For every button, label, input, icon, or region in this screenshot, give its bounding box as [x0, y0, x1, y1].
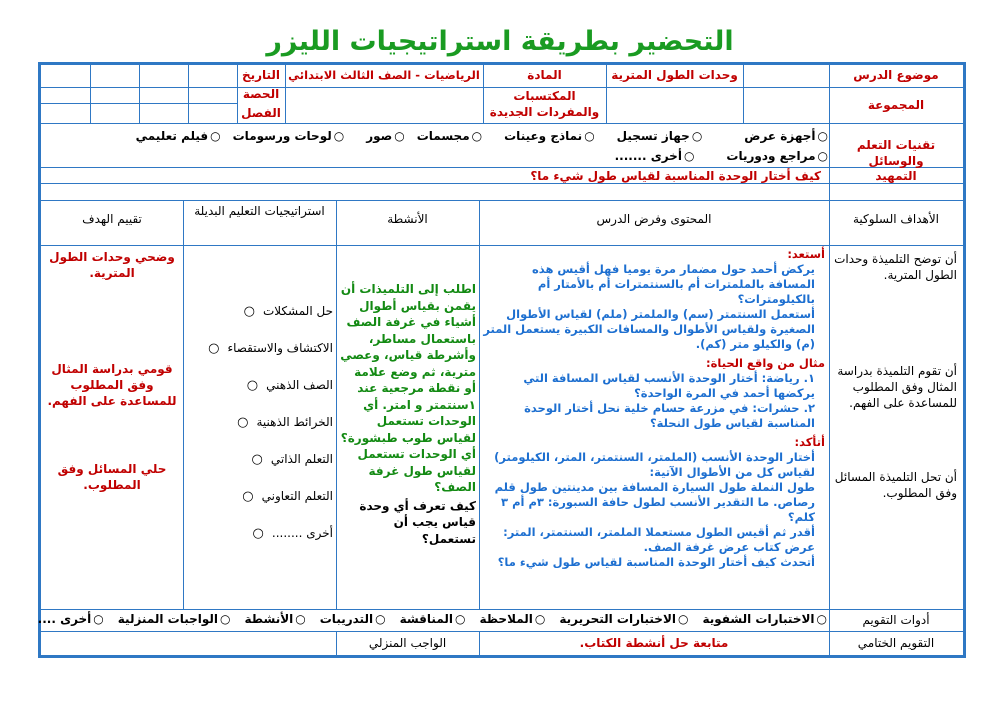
- evaluation-header: تقييم الهدف: [82, 212, 142, 226]
- page-title: التحضير بطريقة استراتيجيات الليزر: [266, 26, 734, 57]
- confirm-heading: أتأكد:: [794, 435, 825, 449]
- objectives-column: [831, 251, 959, 606]
- tool-option-pictures[interactable]: ○ صور: [366, 128, 405, 144]
- strategy-problem-solving[interactable]: حل المشكلات ○: [187, 303, 333, 340]
- objective-3: أن تحل التلميذة المسائل وفق المطلوب.: [834, 470, 957, 500]
- intro-label: التمهيد: [875, 169, 917, 183]
- assessment-options: [37, 611, 827, 627]
- strategy-cooperative[interactable]: التعلم التعاوني ○: [187, 488, 333, 525]
- assessment-other[interactable]: ○ أخرى ....: [38, 611, 104, 627]
- assessment-label: أدوات التقويم: [862, 613, 930, 627]
- strategies-header: استراتيجيات التعليم البديلة: [194, 204, 325, 218]
- activities-header: الأنشطة: [387, 212, 428, 226]
- prepare-text-2: أستعمل السنتمتر (سم) والملمتر (ملم) لقياس الأطوال الصغيرة ولقياس الأطوال والمسافات الكبيرة يستعمل المتر (م) والكيلو متر (كم).: [483, 307, 815, 351]
- prepare-text: يركض أحمد حول مضمار مرة يوميا فهل أقيس هذه المسافة بالملمترات أم بالسنتمترات أم بالأمتار أم بالكيلومترات؟: [532, 262, 815, 306]
- content-column: [483, 247, 825, 607]
- tools-row-1: [38, 128, 828, 144]
- final-evaluation-text: متابعة حل أنشطة الكتاب.: [579, 636, 729, 650]
- tool-option-other[interactable]: ○ أخرى .......: [615, 148, 695, 164]
- date-label: التاريخ: [241, 68, 281, 82]
- strategy-other[interactable]: أخرى ........ ○: [187, 525, 333, 562]
- tool-option-projector[interactable]: ○ أجهزة عرض: [744, 128, 828, 144]
- evaluation-2: قومي بدراسة المثال وفق المطلوب للمساعدة على الفهم.: [47, 362, 177, 408]
- lesson-plan-sheet: [38, 62, 966, 658]
- tool-option-boards[interactable]: ○ لوحات ورسومات: [233, 128, 345, 144]
- strategy-self-learning[interactable]: التعلم الذاتي ○: [187, 451, 333, 488]
- activities-column: [339, 281, 476, 601]
- tool-option-film[interactable]: ○ فيلم تعليمي: [136, 128, 221, 144]
- evaluation-column: [45, 249, 179, 599]
- content-header: المحتوى وفرض الدرس: [596, 212, 712, 226]
- assessment-observation[interactable]: ○ الملاحظة: [479, 611, 545, 627]
- confirm-text-3: أقدر ثم أقيس الطول مستعملا الملمتر، السنتمتر، المتر: عرض كتاب عرض غرفة الصف.: [503, 525, 815, 554]
- confirm-text-1: أختار الوحدة الأنسب (الملمتر، السنتمتر، المتر، الكيلومتر) لقياس كل من الأطوال الآتية:: [494, 450, 815, 479]
- activities-question: كيف تعرف أي وحدة قياس يجب أن تستعمل؟: [359, 498, 476, 546]
- vocab-label: المكتسبات والمفردات الجديدة: [489, 89, 600, 119]
- evaluation-1: وضحي وحدات الطول المترية.: [49, 250, 175, 280]
- confirm-text-4: أتحدث كيف أختار الوحدة المناسبة لقياس طول شيء ما؟: [497, 555, 815, 569]
- objective-2: أن تقوم التلميذة بدراسة المثال وفق المطلوب للمساعدة على الفهم.: [837, 364, 957, 410]
- assessment-activities[interactable]: ○ الأنشطة: [245, 611, 306, 627]
- assessment-exercises[interactable]: ○ التدريبات: [320, 611, 386, 627]
- assessment-oral[interactable]: ○ الاختبارات الشفوية: [702, 611, 827, 627]
- tools-label: تقنيات التعلم والوسائل: [856, 138, 936, 168]
- strategy-discovery[interactable]: الاكتشاف والاستقصاء ○: [187, 340, 333, 377]
- tool-option-models[interactable]: ○ نماذج وعينات: [504, 128, 595, 144]
- life-heading: مثال من واقع الحياة:: [705, 356, 825, 370]
- subject-label: المادة: [527, 68, 562, 82]
- tools-row-2: [38, 148, 828, 164]
- group-label: المجموعة: [867, 98, 925, 112]
- class-label: الفصل: [241, 106, 281, 120]
- period-label: الحصة: [242, 87, 280, 101]
- confirm-text-2: طول النملة طول السيارة المسافة بين مدينتين طول قلم رصاص. ما التقدير الأنسب لطول حافة السبورة: ٣م أم ٣ كلم؟: [494, 480, 815, 524]
- homework-label: الواجب المنزلي: [368, 636, 447, 650]
- tool-option-references[interactable]: ○ مراجع ودوريات: [726, 148, 828, 164]
- life-example-1: ١. رياضة: أختار الوحدة الأنسب لقياس المسافة التي يركضها أحمد في المرة الواحدة؟: [523, 371, 815, 400]
- strategies-column: [187, 303, 333, 563]
- final-evaluation-label: التقويم الختامي: [857, 636, 935, 650]
- assessment-discussion[interactable]: ○ المناقشة: [400, 611, 466, 627]
- lesson-topic-label: موضوع الدرس: [853, 68, 939, 82]
- lesson-topic-value: وحدات الطول المترية: [611, 68, 738, 82]
- objective-1: أن توضح التلميذة وحدات الطول المترية.: [834, 252, 957, 282]
- assessment-homework[interactable]: ○ الواجبات المنزلية: [118, 611, 231, 627]
- tool-option-solids[interactable]: ○ مجسمات: [417, 128, 482, 144]
- tool-option-recorder[interactable]: ○ جهاز تسجيل: [617, 128, 703, 144]
- objectives-header: الأهداف السلوكية: [852, 212, 940, 226]
- activities-text: اطلب إلى التلميذات أن يقمن بقياس أطوال أشياء في غرفة الصف باستعمال مساطر، وأشرطة قياس، وعصي مترية، ثم وضع علامة أو نقطة مرجعية عند ١سنتمتر و امتر. أي الوحدات تستعمل لقياس طوب طبشورة؟ أي الوحدات تستعمل لقياس طول غرفة الصف؟: [340, 282, 476, 494]
- evaluation-3: حلي المسائل وفق المطلوب.: [57, 462, 167, 492]
- prepare-heading: أستعد:: [787, 247, 825, 261]
- assessment-written[interactable]: ○ الاختبارات التحريرية: [559, 611, 688, 627]
- strategy-mind-maps[interactable]: الخرائط الذهنية ○: [187, 414, 333, 451]
- life-example-2: ٢. حشرات: في مزرعة حسام خلية نحل أختار الوحدة المناسبة لقياس طول النحلة؟: [524, 401, 815, 430]
- intro-text: كيف أختار الوحدة المناسبة لقياس طول شيء ما؟: [530, 169, 821, 183]
- subject-value: الرياضيات - الصف الثالث الابتدائي: [288, 68, 480, 82]
- strategy-brainstorm[interactable]: الصف الذهني ○: [187, 377, 333, 414]
